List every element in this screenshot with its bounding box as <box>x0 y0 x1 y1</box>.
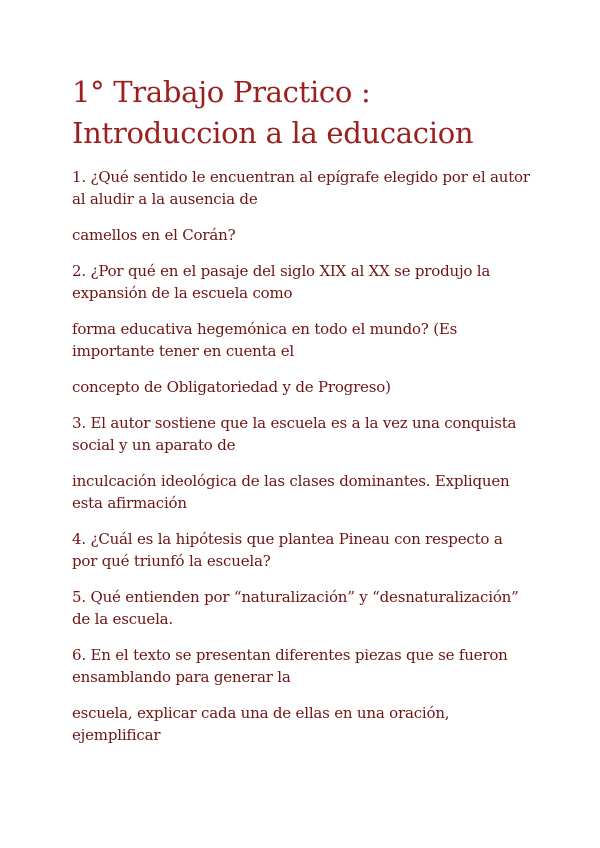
question-3-part-1: 3. El autor sostiene que la escuela es a la vez una conquista social y un aparato de <box>72 414 517 454</box>
question-6-part-2: escuela, explicar cada una de ellas en una oración, ejemplificar <box>72 704 450 744</box>
question-1-part-1: 1. ¿Qué sentido le encuentran al epígrafe elegido por el autor al aludir a la ausencia de <box>72 168 530 208</box>
question-4: 4. ¿Cuál es la hipótesis que plantea Pineau con respecto a por qué triunfó la escuela? <box>72 530 503 570</box>
question-5: 5. Qué entienden por “naturalización” y “desnaturalización” de la escuela. <box>72 588 519 628</box>
question-2-part-2: forma educativa hegemónica en todo el mundo? (Es importante tener en cuenta el <box>72 320 458 360</box>
question-2-part-3: concepto de Obligatoriedad y de Progreso) <box>72 378 391 396</box>
question-6-part-1: 6. En el texto se presentan diferentes piezas que se fueron ensamblando para generar la <box>72 646 508 686</box>
question-3-part-2: inculcación ideológica de las clases dominantes. Expliquen esta afirmación <box>72 472 510 512</box>
document-title: 1° Trabajo Practico : Introduccion a la educacion <box>72 75 474 150</box>
question-1-part-2: camellos en el Corán? <box>72 226 236 244</box>
question-2-part-1: 2. ¿Por qué en el pasaje del siglo XIX al XX se produjo la expansión de la escuela como <box>72 262 491 302</box>
